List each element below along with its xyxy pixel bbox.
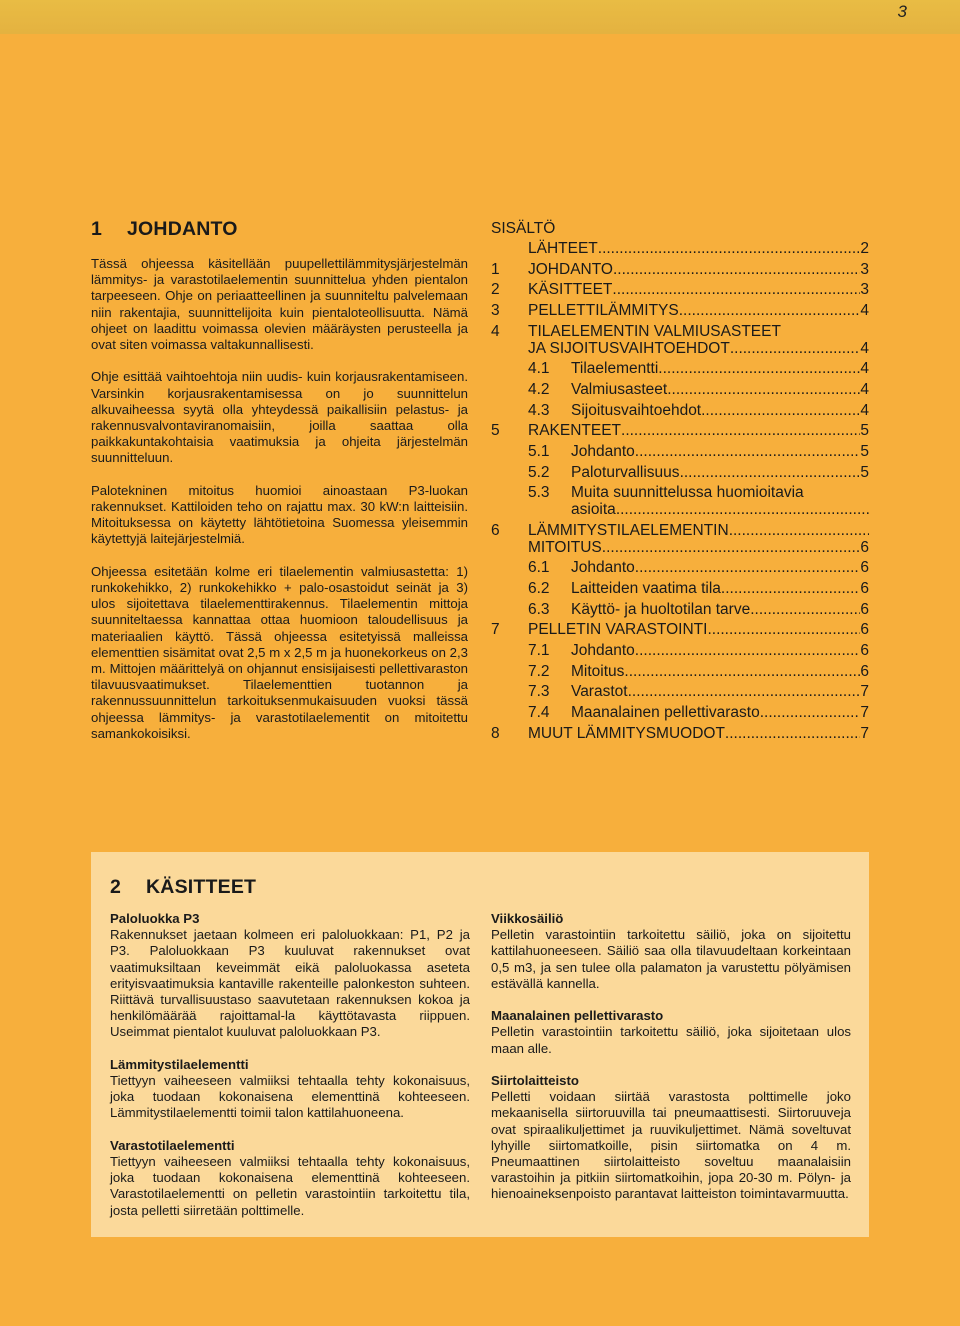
intro-text [91, 256, 468, 758]
toc-entry-label: Johdanto [571, 559, 635, 577]
toc-entry-page: 6 [860, 621, 869, 639]
toc-entry[interactable] [491, 239, 869, 260]
toc-entry-number: 7.3 [528, 683, 550, 701]
toc-entry-number: 7.2 [528, 662, 550, 680]
toc-entry-label: RAKENTEET [528, 422, 622, 440]
toc-entry-number [491, 538, 528, 559]
toc-leader-dots [760, 703, 861, 724]
toc-entry-number: 6.1 [528, 559, 550, 577]
toc-entry[interactable] [491, 558, 869, 579]
toc-entry[interactable] [491, 579, 869, 600]
toc-entry-label: Laitteiden vaatima tila [571, 579, 721, 597]
toc-entry-label: PELLETTILÄMMITYS [528, 302, 679, 320]
toc-leader-dots [628, 682, 861, 703]
toc-leader-dots [701, 401, 860, 422]
toc-leader-dots [635, 442, 861, 463]
toc-entry[interactable] [491, 662, 869, 683]
toc-entry-page: 7 [860, 683, 869, 701]
toc-entry[interactable] [491, 463, 869, 484]
toc-entry-number: 2 [491, 281, 500, 299]
toc-leader-dots [679, 301, 861, 322]
toc-entry[interactable] [491, 641, 869, 662]
glossary-right-column [491, 911, 851, 1219]
toc-entry[interactable] [491, 600, 869, 621]
toc-entry-label: Varastot [571, 683, 628, 701]
toc-entry-page: 7 [860, 724, 869, 742]
toc-entry-label: LÄHTEET [528, 240, 598, 257]
toc-entry-number [491, 339, 528, 360]
glossary-definition: Pelletin varastointiin tarkoitettu säiliö, joka on sijoitettu kattilahuoneeseen. Säiliö saa olla tilavuudeltaan korkeintaan 0,5 m3, ja sen tulee olla palamaton ja varustettu pölyämisen estävällä kannella. [491, 927, 851, 991]
toc-entry-page: 4 [860, 360, 869, 378]
toc-entry-number [491, 239, 528, 260]
toc-entry-page: 6 [860, 600, 869, 618]
toc-entry[interactable] [491, 620, 869, 641]
toc-entry-number: 6.2 [528, 579, 550, 597]
toc-entry-label: Muita suunnittelussa huomioitavia [571, 484, 804, 502]
toc-entry-number: 7.1 [528, 642, 550, 660]
toc-entry-number: 8 [491, 724, 500, 742]
glossary-panel [91, 852, 869, 1237]
toc-entry-number: 4.1 [528, 360, 550, 378]
toc-entry-page: 5 [860, 443, 869, 461]
glossary-left-column [110, 911, 470, 1235]
toc-entry[interactable] [491, 682, 869, 703]
toc-entry[interactable] [491, 359, 869, 380]
toc-entry[interactable] [491, 339, 869, 360]
toc-entry-page: 6 [860, 662, 869, 680]
toc-entry-number: 7.4 [528, 704, 550, 722]
toc-entry-label: MUUT LÄMMITYSMUODOT [528, 724, 725, 742]
toc-entry-number: 4 [491, 322, 500, 340]
toc-entry-page: 2 [860, 240, 869, 257]
glossary-term: Varastotilaelementti [110, 1137, 235, 1153]
toc-entry[interactable] [491, 380, 869, 401]
toc-entry-page: 3 [860, 281, 869, 299]
toc-leader-dots [658, 359, 860, 380]
section-1-title: JOHDANTO [127, 218, 238, 240]
glossary-term: Lämmitystilaelementti [110, 1056, 249, 1072]
toc-entry-label: PELLETIN VARASTOINTI [528, 621, 708, 639]
toc-entry-number: 7 [491, 621, 500, 639]
section-2-title: KÄSITTEET [146, 876, 257, 898]
glossary-term: Maanalainen pellettivarasto [491, 1008, 664, 1024]
toc-entry-label: KÄSITTEET [528, 281, 613, 299]
table-of-contents [491, 219, 869, 745]
toc-leader-dots [621, 421, 860, 442]
toc-entry-label: asioita [571, 501, 616, 519]
toc-list [491, 239, 869, 745]
toc-entry[interactable] [491, 724, 869, 745]
toc-entry[interactable] [491, 260, 869, 281]
toc-entry-number: 5.3 [528, 484, 550, 502]
toc-entry-number: 5 [491, 422, 500, 440]
toc-entry-label: Maanalainen pellettivarasto [571, 704, 760, 722]
toc-leader-dots [721, 579, 860, 600]
toc-leader-dots [750, 600, 860, 621]
toc-entry-page: 6 [860, 559, 869, 577]
page-number: 3 [897, 2, 907, 21]
toc-entry-label: Paloturvallisuus [571, 463, 680, 481]
section-1-heading [91, 218, 238, 241]
toc-entry-page: 6 [860, 538, 869, 556]
toc-leader-dots [612, 280, 860, 301]
toc-entry-number: 6.3 [528, 600, 550, 618]
toc-entry-label: Mitoitus [571, 662, 625, 680]
intro-paragraph: Ohjeessa esitetään kolme eri tilaelementin valmiusastetta: 1) runkokehikko, 2) runkokehikko + palo-osastoidut seinät ja 3) ulos sijoitettava tilaelementtirakennus. Tilaelementin mittoja suunniteltaessa kannattaa ottaa huomioon taloudellisuus ja materiaalien käyttö. Tässä ohjeessa esitetyissä malleissa elementtien sisämitat ovat 2,5 m x 2,5 m ja huonekorkeus on 2,3 m. Mittojen määrittelyä on ohjannut ensisijaisesti pellettivaraston tilavuusvaatimukset. Tilaelementtien tuotannon ja rakennussuunnittelun tarkoituksenmukaisuuden vuoksi tässä ohjeessa lämmitys- ja varastotilaelementit on mitoitettu samankokoisiksi. [91, 563, 468, 741]
toc-leader-dots [616, 500, 869, 521]
intro-paragraph: Palotekninen mitoitus huomioi ainoastaan P3-luokan rakennukset. Kattiloiden teho on rajattu max. 30 kW:n laitteisiin. Mitoituksessa on käytetty lähtötietoina Suomessa yleisemmin käytettyjä laitejärjestelmiä. [91, 482, 468, 547]
toc-entry-number: 5.1 [528, 443, 550, 461]
toc-entry-page: 6 [860, 579, 869, 597]
glossary-term: Paloluokka P3 [110, 911, 200, 926]
toc-leader-dots [602, 538, 861, 559]
toc-leader-dots [725, 724, 860, 745]
toc-entry-label: TILAELEMENTIN VALMIUSASTEET [528, 322, 781, 340]
toc-entry-label: JA SIJOITUSVAIHTOEHDOT [528, 339, 730, 357]
toc-entry-number: 1 [491, 260, 500, 278]
toc-leader-dots [667, 380, 860, 401]
toc-entry-page: 3 [860, 260, 869, 278]
glossary-definition: Pelletin varastointiin tarkoitettu säiliö, joka sijoitetaan ulos maan alle. [491, 1024, 851, 1056]
toc-entry-number: 4.3 [528, 401, 550, 419]
toc-entry-label: LÄMMITYSTILAELEMENTIN [528, 521, 729, 539]
section-1-number: 1 [91, 218, 103, 240]
toc-leader-dots [635, 558, 861, 579]
glossary-definition: Tiettyyn vaiheeseen valmiiksi tehtaalla tehty kokonaisuus, joka tuodaan kokonaisena elementtinä kohteeseen. Lämmitystilaelementti toimii talon kattilahuoneena. [110, 1073, 470, 1121]
toc-entry-label: Johdanto [571, 443, 635, 461]
toc-leader-dots [598, 239, 861, 260]
toc-entry-label: Valmiusasteet [571, 380, 668, 398]
toc-entry-page: 5 [860, 422, 869, 440]
intro-paragraph: Tässä ohjeessa käsitellään puupellettilämmitysjärjestelmän lämmitys- ja varastotilaelementin suunnittelua yhden pientalon tarpeeseen. Ohje on periaatteellinen ja suunniteltu palvelemaan niin rakentajia, suunnittelijoita kuin pientaloteollisuutta. Nämä ohjeet on laadittu voimassa olevien määräysten perusteella ja ovat siten voimassa valtakunnallisesti. [91, 256, 468, 353]
toc-title: SISÄLTÖ [491, 220, 556, 237]
toc-entry[interactable] [491, 703, 869, 724]
top-bar [0, 0, 960, 34]
toc-entry-page: 4 [860, 380, 869, 398]
toc-entry[interactable] [491, 301, 869, 322]
toc-entry-label: MITOITUS [528, 538, 602, 556]
section-2-number: 2 [110, 876, 122, 898]
toc-entry-label: Johdanto [571, 642, 635, 660]
toc-entry-page: 6 [860, 642, 869, 660]
toc-entry[interactable] [491, 421, 869, 442]
toc-entry-label: Sijoitusvaihtoehdot [571, 401, 702, 419]
toc-entry-label: Käyttö- ja huoltotilan tarve [571, 600, 751, 618]
toc-entry-number: 4.2 [528, 380, 550, 398]
toc-entry[interactable] [491, 280, 869, 301]
toc-entry-number: 3 [491, 302, 500, 320]
toc-entry-page: 4 [860, 302, 869, 320]
toc-entry-label: JOHDANTO [528, 260, 613, 278]
toc-entry-number: 6 [491, 521, 500, 539]
glossary-term: Viikkosäiliö [491, 911, 564, 926]
toc-entry[interactable] [491, 442, 869, 463]
toc-entry[interactable] [491, 401, 869, 422]
section-2-heading [110, 876, 256, 899]
glossary-definition: Tiettyyn vaiheeseen valmiiksi tehtaalla tehty kokonaisuus, joka tuodaan kokonaisena elementtinä kohteeseen. Varastotilaelementti on pelletin varastointiin tarkoitettu tila, josta pelletti siirretään polttimelle. [110, 1154, 470, 1218]
toc-entry-label: Tilaelementti [571, 360, 659, 378]
toc-entry-page: 4 [860, 401, 869, 419]
toc-entry-page: 5 [860, 463, 869, 481]
glossary-definition: Rakennukset jaetaan kolmeen eri paloluokkaan: P1, P2 ja P3. Paloluokkaan P3 kuuluvat rakennukset ovat vaatimuksiltaan keveimmät eikä paloluokassa aseteta erityisvaatimuksia kantaville rakenteille palonkeston suhteen. Riittävä turvallisuustaso saavutetaan rakennuksen kokoa ja henkilömäärää rajoittamal-la käyttötavasta riippuen. Useimmat pientalot kuuluvat paloluokkaan P3. [110, 927, 470, 1040]
intro-paragraph: Ohje esittää vaihtoehtoja niin uudis- kuin korjausrakentamiseen. Varsinkin korjausrakentamisessa on jo suunnittelun alkuvaiheessa syytä olla yhteydessä paikallisiin pelastus- ja rakennusvalvontaviranomaisiin, joilla saattaa olla paikkakuntakohtaisia vaatimuksia ja ohjeita järjestelmän suunnitteluun. [91, 369, 468, 466]
toc-entry[interactable] [491, 538, 869, 559]
toc-entry-page: 7 [860, 704, 869, 722]
toc-leader-dots [624, 662, 860, 683]
glossary-definition: Pelletti voidaan siirtää varastosta polttimelle joko mekaanisella siirtoruuvilla tai pneumaattisesti. Siirtoruuveja ovat spiraalikuljettimet ja ruuvikuljettimet. Nämä soveltuvat lyhyille siirtomatkoille, pisin siirtomatka on 4 m. Pneumaattinen siirtolaitteisto soveltuu maanalaisiin varastoihin ja pitkiin siirtomatkoihin, jopa 20-30 m. Pölyn- ja hienoaineksenpoisto parantavat laitteiston toimintavarmuutta. [491, 1089, 851, 1202]
toc-entry[interactable] [491, 500, 869, 521]
toc-entry-number [528, 500, 571, 521]
toc-leader-dots [635, 641, 861, 662]
toc-entry-page: 4 [860, 339, 869, 357]
toc-leader-dots [707, 620, 860, 641]
toc-leader-dots [730, 339, 861, 360]
toc-entry-number: 5.2 [528, 463, 550, 481]
toc-leader-dots [680, 463, 861, 484]
glossary-term: Siirtolaitteisto [491, 1073, 579, 1088]
toc-leader-dots [613, 260, 860, 281]
